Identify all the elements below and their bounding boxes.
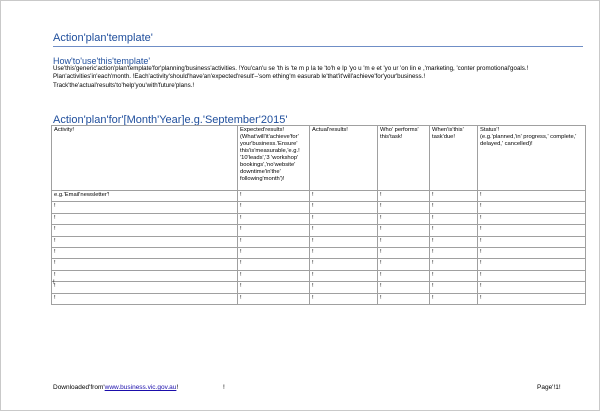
action-plan-title: Action'plan'for'[Month'Year]e.g.'September'2015' <box>53 114 288 126</box>
table-cell: ! <box>378 282 430 293</box>
table-cell: ! <box>310 236 378 247</box>
table-cell: ! <box>478 202 586 213</box>
table-cell: ! <box>478 213 586 224</box>
table-header-cell: Who' performs' this'task! <box>378 126 430 191</box>
table-cell: ! <box>52 293 238 304</box>
table-cell: ! <box>238 191 310 202</box>
table-cell: ! <box>238 270 310 281</box>
table-cell: ! <box>238 236 310 247</box>
footer-link[interactable]: www.business.vic.gov.au <box>104 384 177 391</box>
page-number: Page'!1! <box>537 384 561 391</box>
table-row <box>52 293 586 304</box>
table-cell: ! <box>378 259 430 270</box>
table-row <box>52 236 586 247</box>
table-cell: ! <box>430 270 478 281</box>
table-cell: ! <box>430 213 478 224</box>
table-row <box>52 270 586 281</box>
table-cell: ! <box>478 293 586 304</box>
table-header-cell: Status'! (e.g.'planned,'in' progress,' complete,' delayed,' cancelled)! <box>478 126 586 191</box>
table-cell: ! <box>52 202 238 213</box>
table-header-cell: Activity! <box>52 126 238 191</box>
table-cell: ! <box>238 282 310 293</box>
table-cell: ! <box>378 270 430 281</box>
intro-text <box>53 65 588 90</box>
footer-link-suffix: ! <box>176 384 179 391</box>
table-row <box>52 282 586 293</box>
table-cell: ! <box>52 247 238 258</box>
table-cell: ! <box>52 259 238 270</box>
table-cell: ! <box>430 259 478 270</box>
table-cell: ! <box>430 282 478 293</box>
table-row <box>52 225 586 236</box>
table-cell: ! <box>378 225 430 236</box>
table-cell: ! <box>52 282 238 293</box>
table-cell: ! <box>430 247 478 258</box>
table-cell: ! <box>378 247 430 258</box>
table-cell: ! <box>238 293 310 304</box>
table-row <box>52 247 586 258</box>
table-cell: ! <box>310 225 378 236</box>
table-header-cell: Actual'results! <box>310 126 378 191</box>
intro-line: Plan'activities'in'each'month. !Each'activity'should'have'an'expected'result'–'som ething'm easurab le'that'it'will'achieve'for'your'business.! <box>53 73 426 81</box>
table-cell: ! <box>238 225 310 236</box>
table-row <box>52 191 586 202</box>
table-cell: ! <box>310 282 378 293</box>
after-table-mark: ! <box>53 280 55 286</box>
table-cell: ! <box>310 213 378 224</box>
intro-line: Track'the'actual'results'to'help'you'with'future'plans.! <box>53 81 195 89</box>
intro-line: Use'this'generic'action'plan'template'for'planning'business'activities. !You'can'u se 'th is 'te m p la te 'to'h e lp 'yo u 'm e et 'yo ur 'on lin e ,'marketing, 'conter promotional'goals.! <box>53 65 529 72</box>
action-plan-table <box>51 125 586 305</box>
how-to-heading: How'to'use'this'template' <box>53 56 151 66</box>
table-cell: ! <box>238 247 310 258</box>
table-cell: ! <box>430 236 478 247</box>
table-cell: ! <box>378 213 430 224</box>
table-cell: ! <box>378 236 430 247</box>
table-cell: ! <box>310 202 378 213</box>
table-cell: ! <box>430 293 478 304</box>
table-header-row <box>52 126 586 191</box>
table-cell: ! <box>478 270 586 281</box>
table-cell: ! <box>52 236 238 247</box>
table-cell: ! <box>310 247 378 258</box>
table-row <box>52 202 586 213</box>
table-header-cell: When'is'this' task'due! <box>430 126 478 191</box>
title-underline <box>53 46 583 47</box>
table-cell: ! <box>310 191 378 202</box>
footer-source <box>53 384 178 391</box>
table-cell: ! <box>310 293 378 304</box>
table-cell: ! <box>238 202 310 213</box>
table-cell: e.g.'Email'newsletter'! <box>52 191 238 202</box>
table-cell: ! <box>310 259 378 270</box>
table-cell: ! <box>238 259 310 270</box>
table-cell: ! <box>378 293 430 304</box>
table-cell: ! <box>430 225 478 236</box>
table-row <box>52 213 586 224</box>
table-cell: ! <box>238 213 310 224</box>
table-cell: ! <box>478 225 586 236</box>
footer-prefix: Downloaded'from' <box>53 384 105 391</box>
footer-mark: ! <box>223 384 225 391</box>
table-cell: ! <box>478 247 586 258</box>
table-cell: ! <box>478 191 586 202</box>
table-cell: ! <box>478 282 586 293</box>
table-header-cell: Expected'results! (What'will'it'achieve'for' your'business.'Ensure' this'is'measurable,'e.g.! '10'leads','3 'workshop' bookings','no'website' downtime'in'the' following'month')! <box>238 126 310 191</box>
table-row <box>52 259 586 270</box>
table-cell: ! <box>378 202 430 213</box>
table-cell: ! <box>378 191 430 202</box>
table-cell: ! <box>52 225 238 236</box>
table-cell: ! <box>430 191 478 202</box>
table-cell: ! <box>478 259 586 270</box>
table-cell: ! <box>52 270 238 281</box>
table-cell: ! <box>310 270 378 281</box>
table-cell: ! <box>52 213 238 224</box>
document-title: Action'plan'template' <box>53 32 153 44</box>
table-cell: ! <box>430 202 478 213</box>
table-cell: ! <box>478 236 586 247</box>
